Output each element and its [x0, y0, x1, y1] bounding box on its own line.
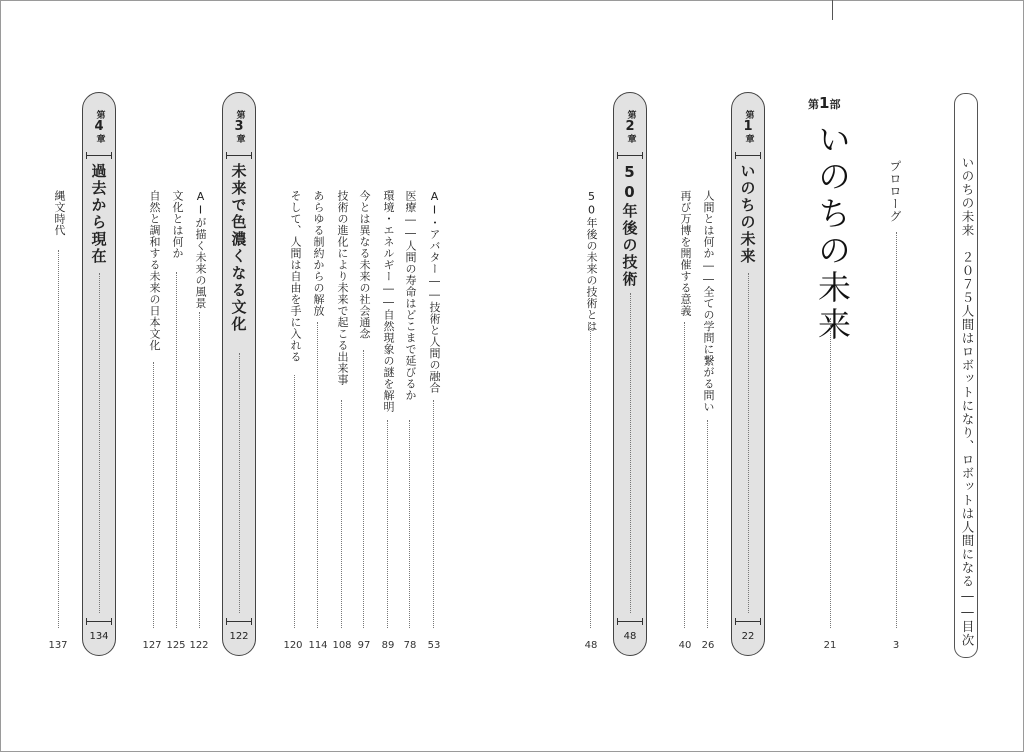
divider — [735, 155, 761, 156]
prologue-label[interactable]: プロローグ — [888, 160, 902, 223]
divider — [617, 155, 643, 156]
chapter-2-pill[interactable] — [613, 92, 647, 656]
leader-dots — [830, 318, 831, 628]
part-number: 第1部 — [808, 94, 841, 112]
chapter-title: いのちの未来 — [738, 163, 757, 265]
section-entry[interactable]: 人間とは何か――全ての学問に繋がる問い — [702, 190, 715, 413]
section-page: 97 — [357, 640, 371, 651]
section-entry[interactable]: 縄文時代 — [53, 190, 66, 236]
divider — [617, 621, 643, 622]
section-page: 40 — [678, 640, 692, 651]
chapter-page: 122 — [229, 631, 249, 642]
divider — [226, 155, 252, 156]
leader-dots — [199, 312, 200, 628]
section-page: 26 — [701, 640, 715, 651]
section-entry[interactable]: 文化とは何か — [171, 190, 184, 259]
book-title: いのちの未来 ２０７５人間はロボットになり、ロボットは人間になる――目次 — [960, 156, 975, 647]
chapter-number: 第 2 章 — [622, 109, 638, 143]
section-entry[interactable]: 再び万博を開催する意義 — [679, 190, 692, 317]
section-entry[interactable]: 自然と調和する未来の日本文化 — [148, 190, 161, 351]
leader-dots — [153, 362, 154, 628]
prologue-page: 3 — [892, 640, 900, 651]
section-page: 122 — [189, 640, 209, 651]
section-entry[interactable]: 50年後の未来の技術とは — [585, 190, 598, 332]
section-entry[interactable]: 今とは異なる未来の社会通念 — [358, 190, 371, 340]
section-page: 53 — [427, 640, 441, 651]
chapter-number: 第 4 章 — [91, 109, 107, 143]
section-page: 89 — [381, 640, 395, 651]
leader-dots — [707, 420, 708, 628]
leader-dots — [58, 250, 59, 628]
leader-dots — [99, 273, 100, 613]
section-page: 48 — [584, 640, 598, 651]
leader-dots — [409, 420, 410, 628]
section-entry[interactable]: AI・アバター――技術と人間の融合 — [428, 190, 441, 394]
section-page: 108 — [332, 640, 352, 651]
leader-dots — [387, 420, 388, 628]
chapter-title: 未来で色濃くなる文化 — [229, 163, 248, 333]
leader-dots — [239, 353, 240, 613]
chapter-4-pill[interactable] — [82, 92, 116, 656]
chapter-number: 第 1 章 — [740, 109, 756, 143]
leader-dots — [341, 400, 342, 628]
section-entry[interactable]: 医療――人間の寿命はどこまで延びるか — [404, 190, 417, 401]
divider — [735, 621, 761, 622]
section-entry[interactable]: あらゆる制約からの解放 — [312, 190, 325, 317]
book-title-box — [954, 93, 978, 658]
leader-dots — [294, 375, 295, 628]
chapter-3-pill[interactable] — [222, 92, 256, 656]
leader-dots — [590, 322, 591, 628]
chapter-1-pill[interactable] — [731, 92, 765, 656]
section-page: 137 — [48, 640, 68, 651]
chapter-title: 50年後の技術 — [620, 163, 639, 288]
divider — [86, 155, 112, 156]
chapter-page: 22 — [741, 631, 755, 642]
chapter-number: 第 3 章 — [231, 109, 247, 143]
leader-dots — [748, 273, 749, 613]
leader-dots — [630, 293, 631, 613]
section-entry[interactable]: AIが描く未来の風景 — [194, 190, 207, 309]
section-entry[interactable]: そして、人間は自由を手に入れる — [289, 190, 302, 363]
divider — [226, 621, 252, 622]
gutter-mark — [832, 0, 833, 20]
section-page: 78 — [403, 640, 417, 651]
part-title[interactable]: いのちの未来 — [813, 122, 852, 344]
leader-dots — [433, 400, 434, 628]
part-page: 21 — [823, 640, 837, 651]
chapter-title: 過去から現在 — [89, 163, 108, 265]
leader-dots — [176, 272, 177, 628]
section-page: 120 — [283, 640, 303, 651]
leader-dots — [317, 322, 318, 628]
leader-dots — [684, 322, 685, 628]
section-entry[interactable]: 環境・エネルギー――自然現象の謎を解明 — [382, 190, 395, 413]
chapter-page: 48 — [623, 631, 637, 642]
section-entry[interactable]: 技術の進化により未来で起こる出来事 — [336, 190, 349, 386]
leader-dots — [363, 350, 364, 628]
section-page: 114 — [308, 640, 328, 651]
chapter-page: 134 — [89, 631, 109, 642]
leader-dots — [896, 232, 897, 628]
section-page: 127 — [142, 640, 162, 651]
divider — [86, 621, 112, 622]
section-page: 125 — [166, 640, 186, 651]
